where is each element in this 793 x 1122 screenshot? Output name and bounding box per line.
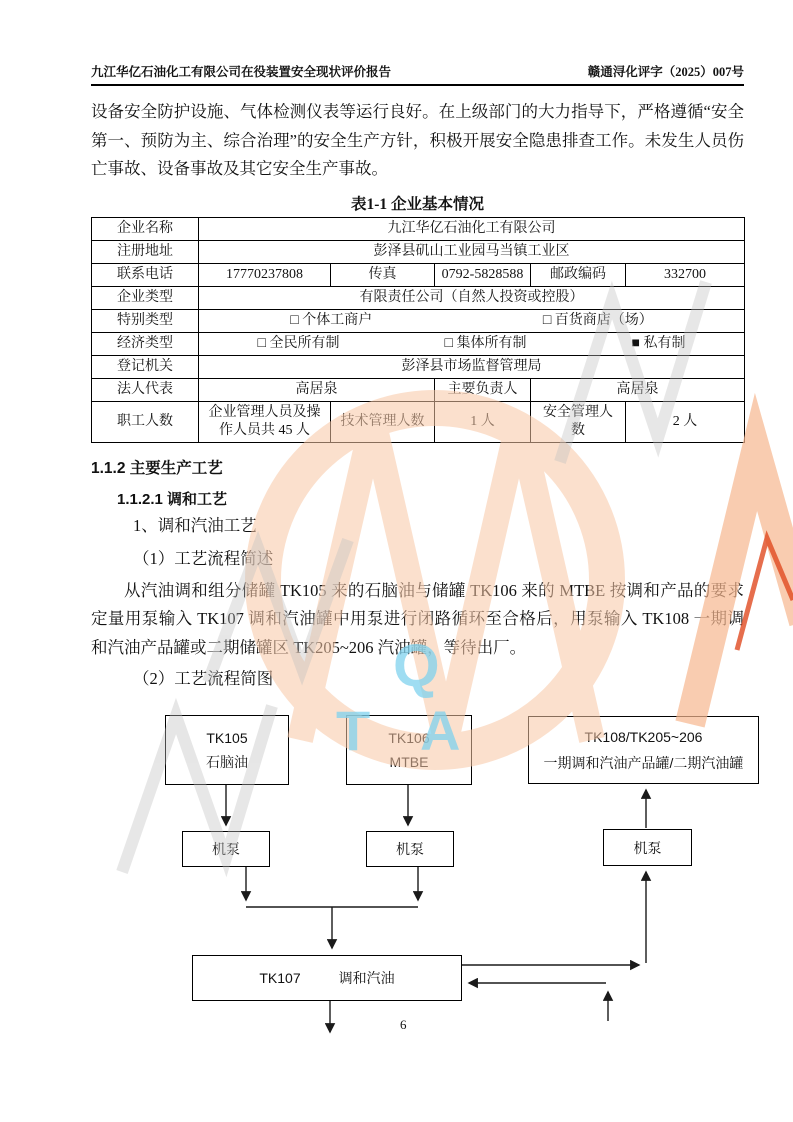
registry-value: 彭泽县市场监督管理局 (199, 355, 745, 378)
staff-value: 企业管理人员及操作人员共 45 人 (199, 401, 331, 442)
table-row (92, 378, 745, 401)
page-header (91, 62, 744, 86)
table-row (92, 286, 745, 309)
diagram-box-pump-1: 机泵 (182, 831, 270, 867)
watermark-letter-t: T (336, 699, 371, 762)
zip-label: 邮政编码 (531, 263, 626, 286)
diagram-box-tk105 (165, 715, 289, 785)
page-number: 6 (400, 1017, 407, 1032)
watermark-letter-q: Q (393, 632, 440, 699)
special-type-options (199, 309, 745, 332)
watermark-letter-a: A (420, 699, 461, 762)
diagram-box-pump-3: 机泵 (603, 829, 692, 866)
legal-rep-label: 法人代表 (92, 378, 199, 401)
tank-code: TK108/TK205~206 (584, 729, 703, 745)
process-paragraph: 从汽油调和组分储罐 TK105 来的石脑油与储罐 TK106 来的 MTBE 按调和产品的要求定量用泵输入 TK107 调和汽油罐中用泵进行闭路循环至合格后，用泵输入 TK108 一期调和汽油产品罐或二期储罐区 TK205~206 汽油罐，等待出厂。 (91, 580, 744, 657)
diagram-box-tk108 (528, 716, 759, 784)
special-type-label: 特别类型 (92, 309, 199, 332)
section-heading-1121: 1.1.2.1 调和工艺 (117, 490, 228, 508)
company-name-value: 九江华亿石油化工有限公司 (199, 217, 745, 240)
address-label: 注册地址 (92, 240, 199, 263)
tank-content: 调和汽油 (338, 970, 395, 986)
company-type-label: 企业类型 (92, 286, 199, 309)
diagram-box-tk106 (346, 715, 472, 785)
checkbox-option: □ 全民所有制 (257, 335, 340, 351)
section-heading-112: 1.1.2 主要生产工艺 (91, 459, 223, 477)
economic-type-options (199, 332, 745, 355)
principal-label: 主要负责人 (435, 378, 531, 401)
diagram-box-pump-2: 机泵 (366, 831, 454, 867)
tank-code: TK106 (388, 730, 430, 746)
fax-value: 0792-5828588 (435, 263, 531, 286)
checkbox-option: □ 个体工商户 (290, 312, 373, 328)
phone-value: 17770237808 (199, 263, 331, 286)
table-title: 表1-1 企业基本情况 (350, 195, 485, 213)
safety-count-label: 安全管理人数 (531, 401, 626, 442)
list-item-3: （2）工艺流程简图 (133, 669, 274, 688)
economic-type-label: 经济类型 (92, 332, 199, 355)
safety-count-value: 2 人 (626, 401, 745, 442)
table-row (92, 332, 745, 355)
registry-label: 登记机关 (92, 355, 199, 378)
tank-code: TK107 (259, 970, 301, 986)
list-item-2: （1）工艺流程简述 (133, 548, 274, 568)
table-row (92, 217, 745, 240)
fax-label: 传真 (331, 263, 435, 286)
table-row (92, 309, 745, 332)
zip-value: 332700 (626, 263, 745, 286)
header-report-title: 九江华亿石油化工有限公司在役装置安全现状评价报告 (91, 65, 392, 79)
tech-count-value: 1 人 (435, 401, 531, 442)
checkbox-option-checked: ■ 私有制 (631, 335, 686, 351)
staff-label: 职工人数 (92, 401, 199, 442)
checkbox-option: □ 集体所有制 (444, 335, 527, 351)
address-value: 彭泽县矶山工业园马当镇工业区 (199, 240, 745, 263)
list-item-1: 1、调和汽油工艺 (133, 515, 257, 535)
table-row (92, 240, 745, 263)
intro-paragraph: 设备安全防护设施、气体检测仪表等运行良好。在上级部门的大力指导下，严格遵循“安全第一、预防为主、综合治理”的安全生产方针，积极开展安全隐患排查工作。未发生人员伤亡事故、设备事故及其它安全生产事故。 (91, 102, 744, 178)
table-row (92, 355, 745, 378)
diagram-box-tk107 (192, 955, 462, 1001)
tank-content: MTBE (389, 754, 429, 770)
tank-code: TK105 (206, 730, 248, 746)
company-type-value: 有限责任公司（自然人投资或控股） (199, 286, 745, 309)
table-row (92, 263, 745, 286)
company-info-table (91, 217, 745, 443)
principal-value: 高居泉 (531, 378, 745, 401)
tank-content: 一期调和汽油产品罐/二期汽油罐 (543, 755, 744, 771)
header-doc-number: 赣通浔化评字（2025）007号 (587, 65, 744, 79)
phone-label: 联系电话 (92, 263, 199, 286)
checkbox-option: □ 百货商店（场） (542, 312, 653, 328)
process-flow-diagram (0, 699, 793, 1059)
tech-count-label: 技术管理人数 (331, 401, 435, 442)
legal-rep-value: 高居泉 (199, 378, 435, 401)
company-name-label: 企业名称 (92, 217, 199, 240)
tank-content: 石脑油 (206, 754, 248, 770)
table-row (92, 401, 745, 442)
